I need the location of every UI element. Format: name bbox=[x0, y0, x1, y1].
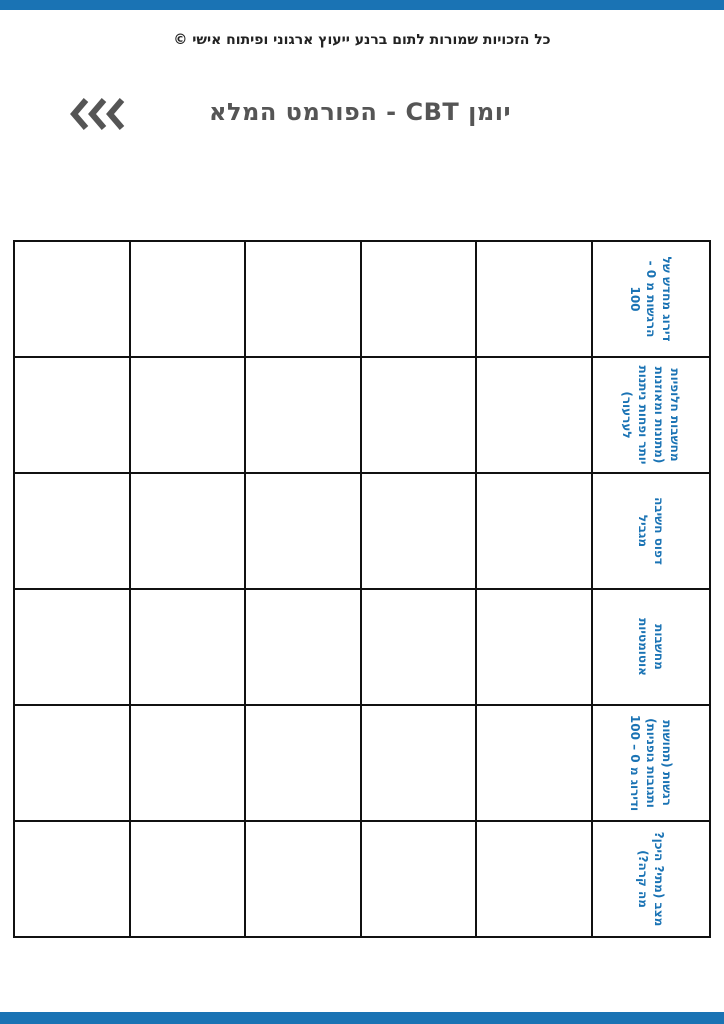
table-row bbox=[14, 357, 710, 473]
entry-cell[interactable] bbox=[14, 705, 130, 821]
entry-cell[interactable] bbox=[361, 705, 477, 821]
table-row bbox=[14, 473, 710, 589]
entry-cell[interactable] bbox=[14, 357, 130, 473]
top-accent-bar bbox=[0, 0, 724, 10]
row-label: דירוג מחדש של הרגשות מ 0 - 100 bbox=[628, 256, 674, 342]
entry-cell[interactable] bbox=[476, 473, 592, 589]
table-row bbox=[14, 241, 710, 357]
entry-cell[interactable] bbox=[361, 241, 477, 357]
entry-cell[interactable] bbox=[361, 821, 477, 937]
copyright-notice: כל הזכויות שמורות לתום ברנע ייעוץ ארגוני ופיתוח אישי © bbox=[173, 32, 551, 48]
bottom-accent-bar bbox=[0, 1012, 724, 1024]
entry-cell[interactable] bbox=[476, 589, 592, 705]
entry-cell[interactable] bbox=[130, 589, 246, 705]
row-label: מחשבות אוטומטיות bbox=[636, 618, 666, 676]
entry-cell[interactable] bbox=[245, 473, 361, 589]
entry-cell[interactable] bbox=[14, 821, 130, 937]
table-row bbox=[14, 705, 710, 821]
row-label-cell bbox=[592, 241, 710, 357]
entry-cell[interactable] bbox=[130, 357, 246, 473]
entry-cell[interactable] bbox=[245, 821, 361, 937]
entry-cell[interactable] bbox=[14, 589, 130, 705]
table-row bbox=[14, 821, 710, 937]
row-label: רגשות (תחושות ותגובות גופניות) ודירוג מ 0 – 100 bbox=[628, 714, 674, 812]
row-label-cell bbox=[592, 473, 710, 589]
entry-cell[interactable] bbox=[14, 473, 130, 589]
row-label: מחשבות חלופיות (מתונות ומאוזנות יותר ופחות ניתנות לערעור) bbox=[620, 365, 682, 465]
entry-cell[interactable] bbox=[130, 821, 246, 937]
table-row bbox=[14, 589, 710, 705]
entry-cell[interactable] bbox=[245, 589, 361, 705]
entry-cell[interactable] bbox=[361, 473, 477, 589]
row-label: מצב (מתי? היכן? מה קרה?) bbox=[636, 831, 666, 927]
entry-cell[interactable] bbox=[476, 821, 592, 937]
row-label-cell bbox=[592, 705, 710, 821]
row-label: דפוס חשיבה מגביל bbox=[636, 497, 666, 565]
entry-cell[interactable] bbox=[476, 705, 592, 821]
entry-cell[interactable] bbox=[245, 241, 361, 357]
cbt-diary-table bbox=[13, 240, 711, 938]
row-label-cell bbox=[592, 357, 710, 473]
entry-cell[interactable] bbox=[14, 241, 130, 357]
row-label-cell bbox=[592, 821, 710, 937]
entry-cell[interactable] bbox=[130, 473, 246, 589]
entry-cell[interactable] bbox=[361, 357, 477, 473]
page-title: יומן CBT - הפורמט המלא bbox=[208, 98, 512, 126]
entry-cell[interactable] bbox=[476, 357, 592, 473]
entry-cell[interactable] bbox=[476, 241, 592, 357]
triple-chevron-left-icon bbox=[70, 96, 134, 132]
entry-cell[interactable] bbox=[130, 705, 246, 821]
entry-cell[interactable] bbox=[130, 241, 246, 357]
entry-cell[interactable] bbox=[361, 589, 477, 705]
entry-cell[interactable] bbox=[245, 705, 361, 821]
entry-cell[interactable] bbox=[245, 357, 361, 473]
row-label-cell bbox=[592, 589, 710, 705]
